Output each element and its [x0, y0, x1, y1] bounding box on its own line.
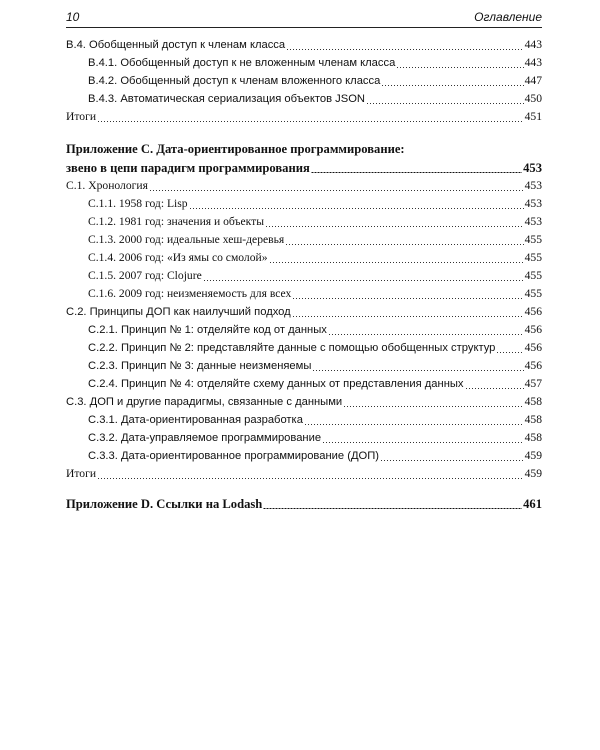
toc-entry-label: С.1.6. 2009 год: неизменяемость для всех: [88, 287, 292, 300]
dot-leader: [203, 280, 524, 281]
toc-entry-c2[interactable]: [66, 303, 542, 321]
toc-entry-label: С.2.3. Принцип № 3: данные неизменяемы: [88, 360, 312, 372]
dot-leader: [380, 460, 524, 461]
toc-entry-label: С.1.4. 2006 год: «Из ямы со смолой»: [88, 251, 268, 264]
toc-entry-c24[interactable]: [66, 375, 542, 393]
dot-leader: [343, 406, 523, 407]
toc-page-number: 455: [524, 251, 542, 264]
toc-entry-appendix-d[interactable]: [66, 495, 542, 513]
dot-leader: [189, 208, 524, 209]
toc-entry-c3[interactable]: [66, 393, 542, 411]
toc-entry-label: B.4.1. Обобщенный доступ к не вложенным членам класса: [88, 57, 396, 69]
toc-entry-c22[interactable]: [66, 339, 542, 357]
toc-entry-label: С.1. Хронология: [66, 179, 148, 192]
toc-entry-c11[interactable]: [66, 195, 542, 213]
toc-entry-c32[interactable]: [66, 429, 542, 447]
dot-leader: [97, 121, 524, 122]
toc-entry-label: С.3.3. Дата-ориентированное программирование (ДОП): [88, 450, 379, 462]
toc-entry-c31[interactable]: [66, 411, 542, 429]
toc-entry-label: С.1.1. 1958 год: Lisp: [88, 197, 188, 210]
dot-leader: [311, 172, 522, 173]
dot-leader: [149, 190, 524, 191]
dot-leader: [292, 298, 523, 299]
dot-leader: [465, 388, 524, 389]
toc-page-number: 443: [524, 56, 542, 69]
toc-page-number: 459: [524, 467, 542, 480]
toc-entry-b43[interactable]: [66, 90, 542, 108]
toc-entry-label: С.2.4. Принцип № 4: отделяйте схему данных от представления данных: [88, 378, 464, 390]
toc-page-number: 461: [523, 497, 542, 511]
toc-page-number: 453: [524, 179, 542, 192]
toc-page-number: 456: [524, 359, 542, 372]
toc-page-number: 457: [524, 377, 542, 390]
toc-entry-label: С.2.1. Принцип № 1: отделяйте код от данных: [88, 324, 327, 336]
toc-entry-b41[interactable]: [66, 54, 542, 72]
dot-leader: [269, 262, 524, 263]
toc-page-number: 443: [524, 38, 542, 51]
toc-entry-appendix-c[interactable]: [66, 159, 542, 177]
toc-entry-label: звено в цепи парадигм программирования: [66, 161, 310, 175]
toc-page-number: 453: [524, 197, 542, 210]
toc-page-number: 458: [524, 431, 542, 444]
toc-page-number: 453: [523, 161, 542, 175]
dot-leader: [265, 226, 524, 227]
toc-entry-label: С.3. ДОП и другие парадигмы, связанные с данными: [66, 396, 343, 408]
toc-entry-c1[interactable]: [66, 177, 542, 195]
dot-leader: [396, 67, 523, 68]
toc-page-number: 450: [524, 92, 542, 105]
toc-page-number: 451: [524, 110, 542, 123]
toc-entry-label: С.1.3. 2000 год: идеальные хеш-деревья: [88, 233, 285, 246]
toc-page-number: 456: [524, 323, 542, 336]
toc-entry-c-summary[interactable]: [66, 465, 542, 483]
toc-entry-c21[interactable]: [66, 321, 542, 339]
dot-leader: [322, 442, 524, 443]
toc-entry-label: B.4. Обобщенный доступ к членам класса: [66, 39, 286, 51]
dot-leader: [97, 478, 524, 479]
toc-entry-label: С.2. Принципы ДОП как наилучший подход: [66, 306, 291, 318]
dot-leader: [381, 85, 523, 86]
toc-entry-b4[interactable]: [66, 36, 542, 54]
page-number: 10: [66, 10, 80, 24]
toc-page-number: 458: [524, 413, 542, 426]
toc-page-number: 456: [524, 305, 542, 318]
table-of-contents: [66, 36, 542, 513]
toc-entry-label: С.3.1. Дата-ориентированная разработка: [88, 414, 303, 426]
dot-leader: [286, 49, 523, 50]
toc-entry-label: B.4.3. Автоматическая сериализация объектов JSON: [88, 93, 365, 105]
toc-entry-c14[interactable]: [66, 249, 542, 267]
dot-leader: [496, 352, 523, 353]
toc-entry-c23[interactable]: [66, 357, 542, 375]
dot-leader: [285, 244, 523, 245]
toc-page-number: 453: [524, 215, 542, 228]
dot-leader: [312, 370, 523, 371]
toc-entry-label: Итоги: [66, 110, 97, 123]
toc-page-number: 455: [524, 287, 542, 300]
toc-entry-label: С.3.2. Дата-управляемое программирование: [88, 432, 322, 444]
dot-leader: [263, 508, 522, 509]
section-title: Оглавление: [474, 10, 542, 24]
toc-page-number: 459: [524, 449, 542, 462]
toc-entry-label: Приложение D. Ссылки на Lodash: [66, 497, 263, 511]
toc-page-number: 458: [524, 395, 542, 408]
toc-page-number: 455: [524, 269, 542, 282]
toc-entry-c33[interactable]: [66, 447, 542, 465]
dot-leader: [304, 424, 524, 425]
running-header: [66, 9, 542, 28]
toc-page-number: 456: [524, 341, 542, 354]
toc-entry-label: С.1.2. 1981 год: значения и объекты: [88, 215, 265, 228]
toc-entry-c16[interactable]: [66, 285, 542, 303]
toc-entry-b42[interactable]: [66, 72, 542, 90]
toc-entry-label: С.2.2. Принцип № 2: представляйте данные с помощью обобщенных структур: [88, 342, 496, 354]
dot-leader: [328, 334, 524, 335]
toc-entry-c15[interactable]: [66, 267, 542, 285]
appendix-c-title[interactable]: Приложение С. Дата-ориентированное программирование:: [66, 142, 405, 156]
toc-entry-b-summary[interactable]: [66, 108, 542, 126]
dot-leader: [366, 103, 524, 104]
toc-entry-c13[interactable]: [66, 231, 542, 249]
toc-entry-label: Итоги: [66, 467, 97, 480]
toc-entry-c12[interactable]: [66, 213, 542, 231]
toc-entry-label: B.4.2. Обобщенный доступ к членам вложенного класса: [88, 75, 381, 87]
toc-page-number: 455: [524, 233, 542, 246]
toc-entry-label: С.1.5. 2007 год: Clojure: [88, 269, 202, 282]
toc-page-number: 447: [524, 74, 542, 87]
dot-leader: [292, 316, 524, 317]
